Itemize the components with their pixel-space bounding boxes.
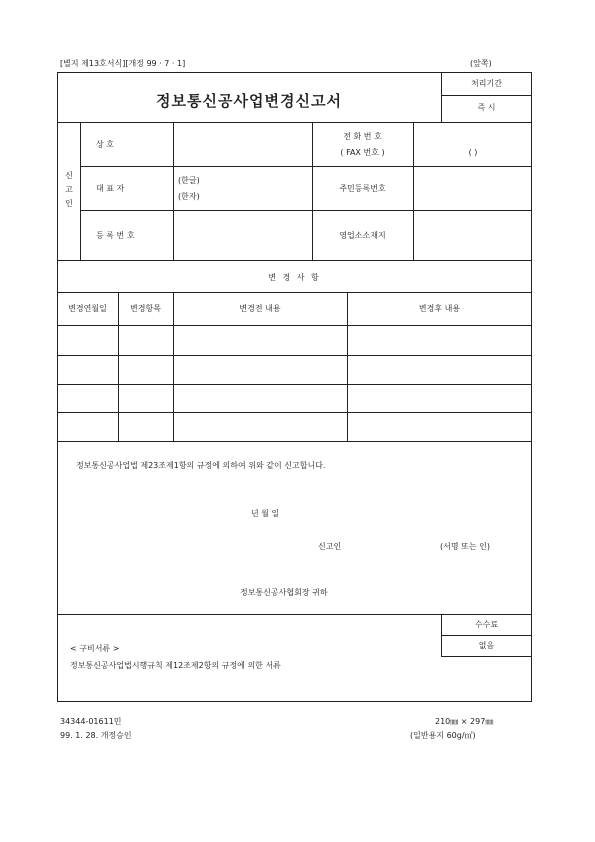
- table-row[interactable]: [58, 356, 531, 383]
- name-hanja-label: (한자): [178, 192, 200, 201]
- paper-spec: (일반용지 60g/㎡): [410, 731, 476, 740]
- signature-hint: (서명 또는 인): [440, 542, 490, 551]
- required-documents-text: 정보통신공사업법시행규칙 제12조제2항의 규정에 의한 서류: [70, 661, 281, 670]
- registration-number-label: 등 록 번 호: [96, 231, 135, 240]
- col-after-content: 변경후 내용: [418, 304, 461, 313]
- processing-period-value: 즉 시: [477, 103, 496, 112]
- form-code: 34344-01611민: [60, 717, 122, 726]
- paper-size: 210㎜ × 297㎜: [435, 717, 494, 726]
- phone-field[interactable]: ( ): [468, 148, 478, 157]
- col-change-item: 변경항목: [130, 304, 161, 313]
- form-reference: [별지 제13호서식][개정 99 · 7 · 1]: [60, 59, 186, 68]
- business-address-label: 영업소소재지: [339, 231, 386, 240]
- page-side-label: (앞쪽): [470, 59, 492, 68]
- business-address-field[interactable]: [414, 211, 531, 259]
- table-row[interactable]: [58, 413, 531, 440]
- name-korean-label: (한글): [178, 176, 200, 185]
- table-row[interactable]: [58, 385, 531, 411]
- addressee: 정보통신공사협회장 귀하: [240, 588, 328, 597]
- resident-number-field[interactable]: [414, 167, 531, 209]
- col-change-date: 변경연월일: [68, 304, 107, 313]
- date-line: 년 월 일: [251, 509, 280, 518]
- changes-section-title: 변 경 사 항: [268, 273, 321, 282]
- fee-value: 없음: [478, 641, 495, 650]
- registration-number-field[interactable]: [174, 211, 311, 259]
- trade-name-field[interactable]: [174, 123, 311, 165]
- phone-label: 전 화 번 호: [343, 132, 382, 141]
- fax-label: ( FAX 번호 ): [340, 148, 385, 157]
- form-title: 정보통신공사업변경신고서: [156, 92, 342, 110]
- declaration-statement: 정보통신공사업법 제23조제1항의 규정에 의하여 위와 같이 신고합니다.: [76, 461, 326, 470]
- applicant-signature-label: 신고인: [318, 542, 342, 551]
- approval-date: 99. 1. 28. 개정승인: [60, 731, 132, 740]
- representative-label: 대 표 자: [96, 184, 125, 193]
- resident-number-label: 주민등록번호: [339, 184, 386, 193]
- col-before-content: 변경전 내용: [239, 304, 281, 313]
- fee-label: 수수료: [474, 620, 499, 629]
- processing-period-label: 처리기간: [471, 79, 502, 88]
- applicant-section-label: 신 고 인: [65, 171, 73, 208]
- required-documents-heading: < 구비서류 >: [70, 644, 120, 653]
- trade-name-label: 상 호: [96, 140, 114, 149]
- table-row[interactable]: [58, 326, 531, 354]
